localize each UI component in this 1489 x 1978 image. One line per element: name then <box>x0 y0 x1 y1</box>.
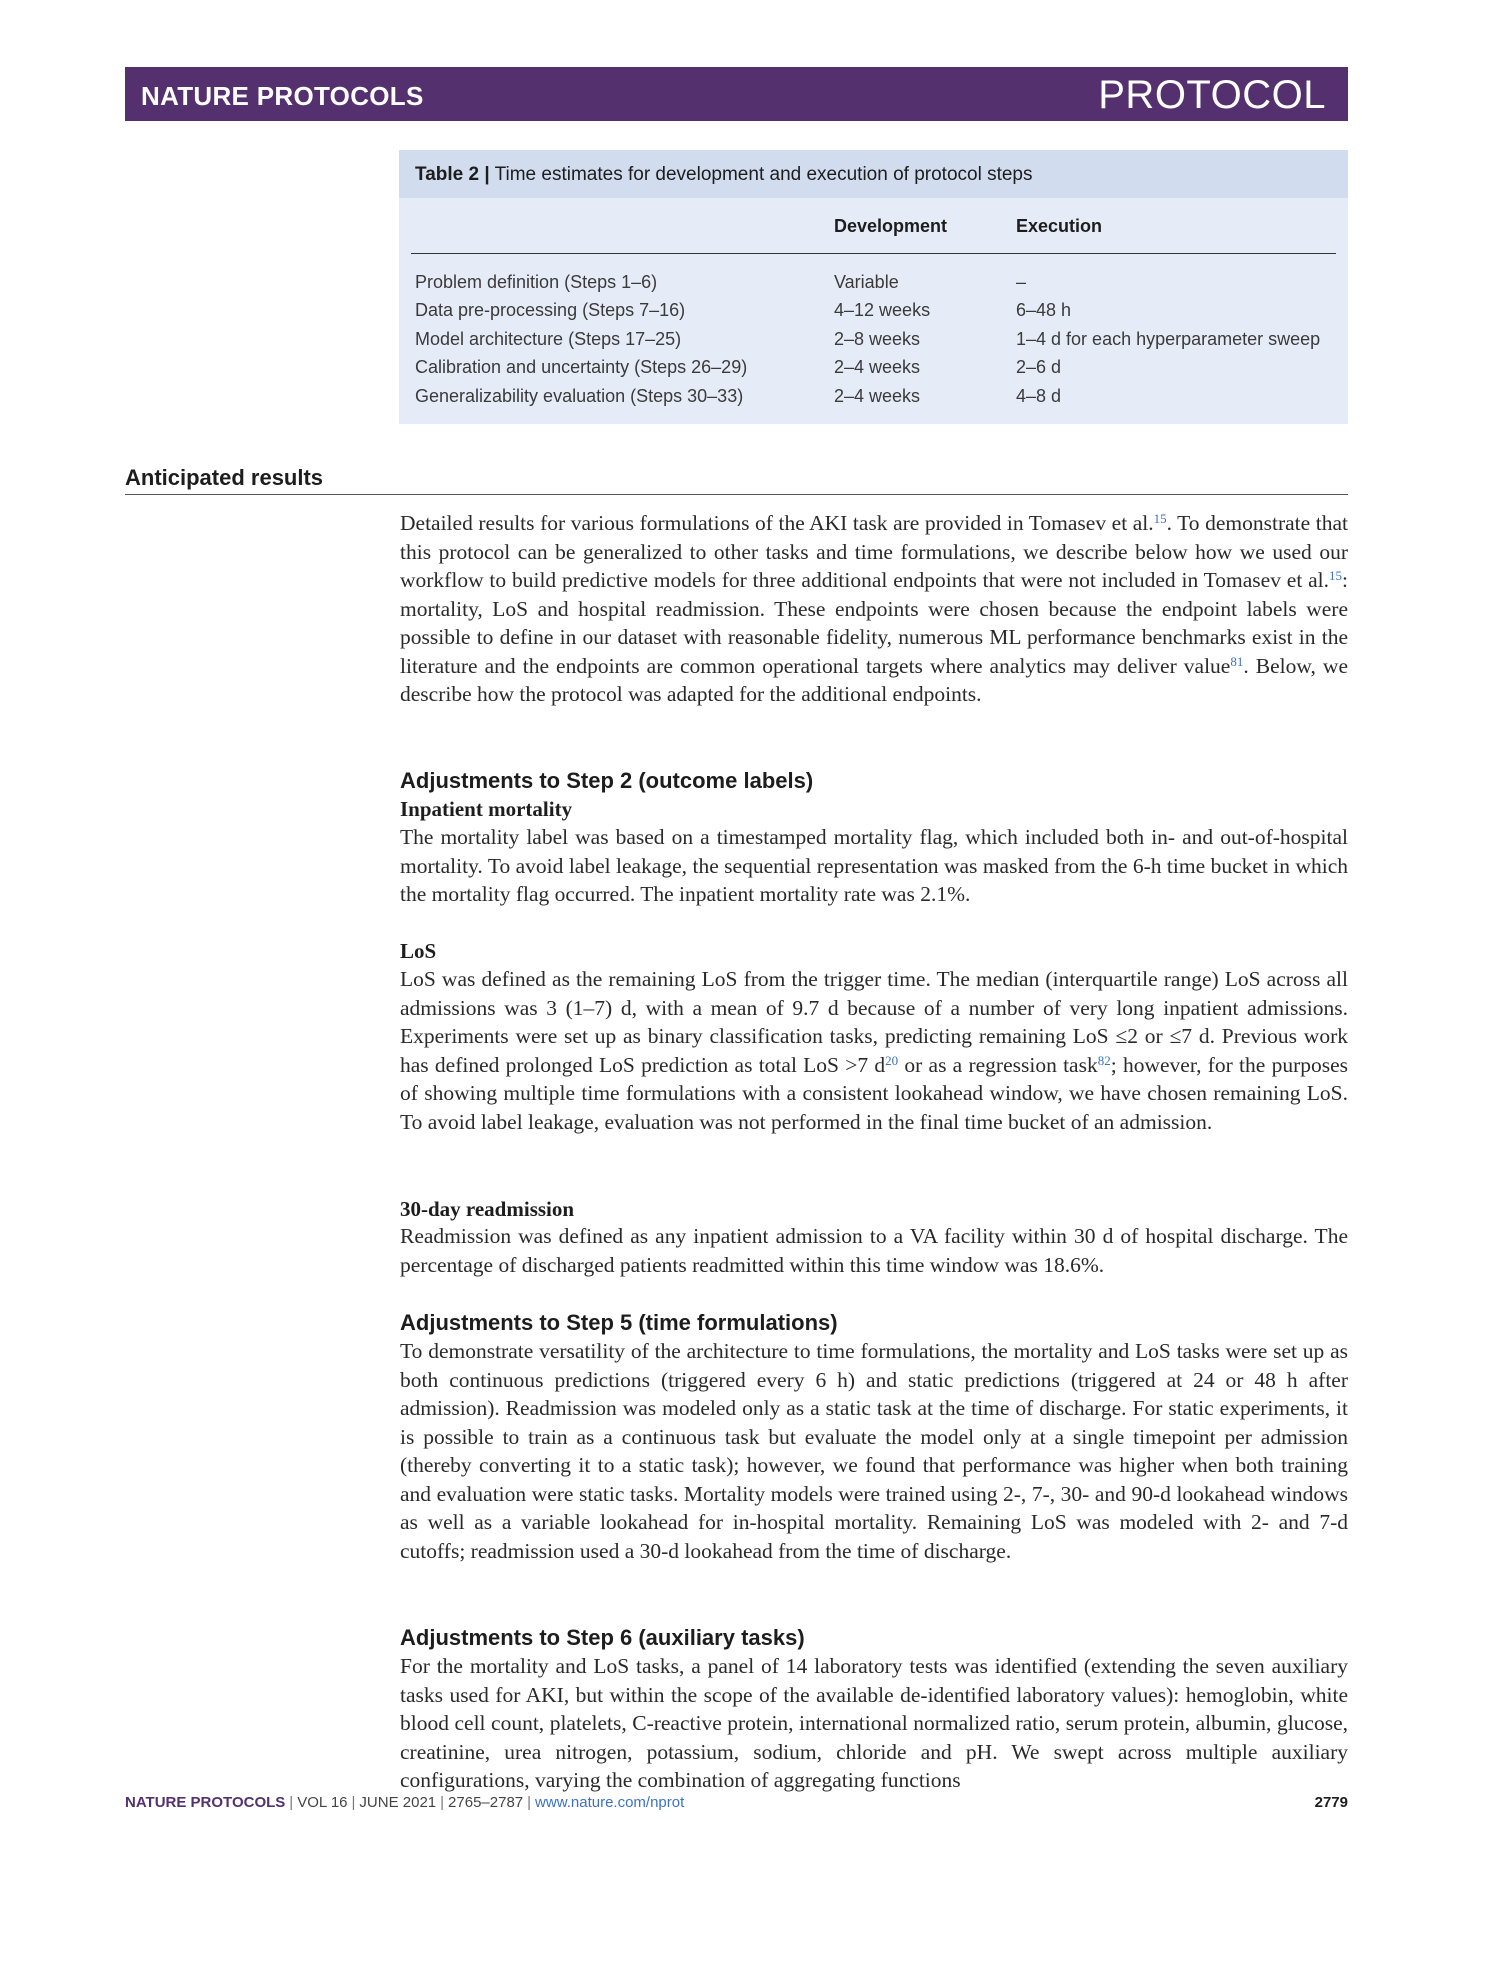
citation-link[interactable]: 81 <box>1230 653 1244 669</box>
table-caption-text <box>415 164 1033 186</box>
table-cell: 1–4 d for each hyperparameter sweep <box>1016 329 1321 349</box>
table-divider <box>411 253 1336 254</box>
footer-date: JUNE 2021 <box>359 1794 437 1811</box>
table-caption <box>399 150 1348 198</box>
footer-journal: NATURE PROTOCOLS <box>125 1794 286 1811</box>
table-cell: Model architecture (Steps 17–25) <box>415 329 682 349</box>
citation-link[interactable]: 20 <box>885 1052 899 1068</box>
los-heading: LoS <box>400 939 437 963</box>
citation-link[interactable]: 82 <box>1097 1052 1111 1068</box>
article-type: PROTOCOL <box>1098 73 1326 117</box>
table-cell: 4–12 weeks <box>834 300 931 320</box>
footer-separator: | <box>351 1794 356 1811</box>
los-text: LoS was defined as the remaining LoS from the trigger time. The median (interquartile range) LoS across all admissions was 3 (1–7) d, with a mean of 9.7 d because of a number of very long inpatient admissions. Experiments were set up as binary classification tasks, predicting remaining LoS ≤2 or ≤7 d. Previous work has defined prolonged LoS prediction as total LoS >7 d <box>400 967 1348 1077</box>
table-label: Table 2 | <box>415 164 490 185</box>
page-footer <box>125 1794 684 1811</box>
footer-volume: VOL 16 <box>297 1794 348 1811</box>
los-paragraph <box>400 965 1348 1136</box>
table-cell: 2–8 weeks <box>834 329 921 349</box>
column-header-execution: Execution <box>1016 216 1103 236</box>
section-title: Anticipated results <box>125 465 324 490</box>
footer-separator: | <box>440 1794 445 1811</box>
footer-url-link[interactable]: www.nature.com/nprot <box>535 1794 685 1811</box>
column-header-development: Development <box>834 216 948 236</box>
readmission-heading: 30-day readmission <box>400 1197 575 1221</box>
table-cell: – <box>1016 272 1027 292</box>
mortality-heading: Inpatient mortality <box>400 797 573 821</box>
header-banner <box>125 67 1348 121</box>
footer-separator: | <box>527 1794 532 1811</box>
journal-name: NATURE PROTOCOLS <box>141 81 424 111</box>
intro-paragraph <box>400 509 1348 709</box>
table-cell: Problem definition (Steps 1–6) <box>415 272 658 292</box>
citation-link[interactable]: 15 <box>1153 511 1167 526</box>
step2-heading: Adjustments to Step 2 (outcome labels) <box>400 768 814 793</box>
citation-link[interactable]: 15 <box>1329 568 1343 583</box>
step5-paragraph: To demonstrate versatility of the architecture to time formulations, the mortality and LoS tasks were set up as both continuous predictions (triggered every 6 h) and static predictions (triggered at 24 or 48 h after admission). Readmission was modeled only as a static task at the time of discharge. For static experiments, it is possible to train as a continuous task but evaluate the model only at a single timepoint per admission (thereby converting it to a static task); however, we found that performance was higher when both training and evaluation were static tasks. Mortality models were trained using 2-, 7-, 30- and 90-d lookahead windows as well as a variable lookahead for in-hospital mortality. Remaining LoS was modeled with 2- and 7-d cutoffs; readmission used a 30-d lookahead from the time of discharge. <box>400 1339 1348 1563</box>
section-divider <box>125 494 1348 495</box>
table-cell: Generalizability evaluation (Steps 30–33) <box>415 386 744 406</box>
time-estimates-table <box>399 150 1348 424</box>
intro-text: . To demonstrate that this protocol can be generalized to other tasks and time formulations, we describe below how we used our workflow to build predictive models for three additional endpoints that were not included in Tomasev et al. <box>400 511 1348 592</box>
step6-heading: Adjustments to Step 6 (auxiliary tasks) <box>400 1625 805 1650</box>
table-cell: Calibration and uncertainty (Steps 26–29) <box>415 357 748 377</box>
step5-heading: Adjustments to Step 5 (time formulations) <box>400 1310 838 1335</box>
table-cell: 2–4 weeks <box>834 357 921 377</box>
mortality-paragraph: The mortality label was based on a timestamped mortality flag, which included both in- and out-of-hospital mortality. To avoid label leakage, the sequential representation was masked from the 6-h time bucket in which the mortality flag occurred. The inpatient mortality rate was 2.1%. <box>400 825 1348 906</box>
page-number: 2779 <box>1314 1794 1348 1811</box>
table-cell: Variable <box>834 272 899 292</box>
intro-text: : mortality, LoS and hospital readmission. These endpoints were chosen because the endpoint labels were possible to define in our dataset with reasonable fidelity, numerous ML performance benchmarks exist in the literature and the endpoints are common operational targets where analytics may deliver value <box>400 568 1348 678</box>
los-text: or as a regression task <box>898 1052 1098 1077</box>
footer-separator: | <box>289 1794 294 1811</box>
intro-text: . Below, we describe how the protocol was adapted for the additional endpoints. <box>400 653 1349 706</box>
los-text: ; however, for the purposes of showing multiple time formulations with a consistent lookahead window, we have chosen remaining LoS. To avoid label leakage, evaluation was not performed in the final time bucket of an admission. <box>400 1052 1349 1134</box>
table-cell: Data pre-processing (Steps 7–16) <box>415 300 686 320</box>
table-cell: 6–48 h <box>1016 300 1072 320</box>
readmission-paragraph: Readmission was defined as any inpatient admission to a VA facility within 30 d of hospital discharge. The percentage of discharged patients readmitted within this time window was 18.6%. <box>400 1224 1348 1277</box>
intro-text: Detailed results for various formulations of the AKI task are provided in Tomasev et al. <box>400 511 1154 535</box>
table-cell: 2–4 weeks <box>834 386 921 406</box>
step6-paragraph: For the mortality and LoS tasks, a panel of 14 laboratory tests was identified (extending the seven auxiliary tasks used for AKI, but within the scope of the available de-identified laboratory values): hemoglobin, white blood cell count, platelets, C-reactive protein, international normalized ratio, serum protein, albumin, glucose, creatinine, urea nitrogen, potassium, sodium, chloride and pH. We swept across multiple auxiliary configurations, varying the combination of aggregating functions <box>400 1654 1348 1792</box>
table-title: Time estimates for development and execution of protocol steps <box>494 164 1033 185</box>
table-cell: 4–8 d <box>1016 386 1062 406</box>
table-cell: 2–6 d <box>1016 357 1062 377</box>
footer-pages: 2765–2787 <box>448 1794 524 1811</box>
